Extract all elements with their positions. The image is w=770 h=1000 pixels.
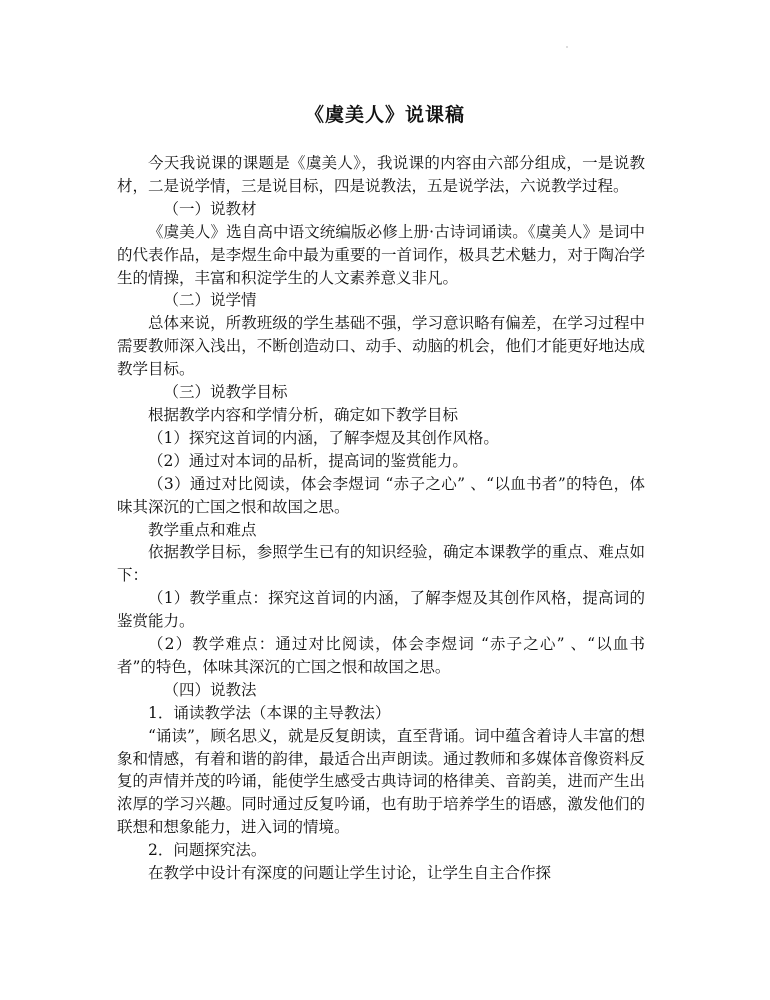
scan-speck	[566, 46, 568, 48]
body-paragraph: 根据教学内容和学情分析，确定如下教学目标	[148, 405, 459, 424]
body-paragraph: （1）探究这首词的内涵，了解李煜及其创作风格。	[148, 428, 499, 447]
body-paragraph: （一）说教材	[163, 199, 257, 218]
body-paragraph: 在教学中设计有深度的问题让学生讨论，让学生自主合作探	[148, 864, 552, 883]
body-paragraph: 1．诵读教学法（本课的主导教法）	[148, 703, 391, 722]
body-paragraph: （3）通过对比阅读，体会李煜词 “赤子之心” 、“以血书者”的特色，体味其深沉的亡国之恨和故国之思。	[117, 474, 645, 516]
body-paragraph: 2．问题探究法。	[148, 841, 267, 860]
document-body	[117, 152, 645, 885]
body-paragraph: “诵读”，顾名思义，就是反复朗读，直至背诵。词中蕴含着诗人丰富的想象和情感，有着和谐的韵律，最适合出声朗读。通过教师和多媒体音像资料反复的声情并茂的吟诵，能使学生感受古典诗词的格律美、音韵美，进而产生出浓厚的学习兴趣。同时通过反复吟诵，也有助于培养学生的语感，激发他们的联想和想象能力，进入词的情境。	[117, 726, 645, 837]
body-paragraph: 今天我说课的课题是《虞美人》，我说课的内容由六部分组成，一是说教材，二是说学情，三是说目标，四是说教法，五是说学法，六说教学过程。	[117, 154, 645, 195]
document-title: 《虞美人》说课稿	[304, 104, 465, 126]
body-paragraph: 依据教学目标，参照学生已有的知识经验，确定本课教学的重点、难点如下：	[117, 543, 645, 585]
body-paragraph: （2）通过对本词的品析，提高词的鉴赏能力。	[148, 451, 468, 470]
body-paragraph: （四）说教法	[163, 680, 257, 699]
body-paragraph: （二）说学情	[163, 291, 257, 310]
body-paragraph: 教学重点和难点	[148, 520, 257, 539]
body-paragraph: （2）教学难点：通过对比阅读，体会李煜词 “赤子之心” 、“以血书者”的特色，体味其深沉的亡国之恨和故国之思。	[117, 635, 645, 676]
body-paragraph: 《虞美人》选自高中语文统编版必修上册·古诗词诵读。《虞美人》是词中的代表作品，是李煜生命中最为重要的一首词作，极具艺术魅力，对于陶冶学生的情操，丰富和积淀学生的人文素养意义非凡。	[117, 222, 645, 287]
body-paragraph: 总体来说，所教班级的学生基础不强，学习意识略有偏差，在学习过程中需要教师深入浅出，不断创造动口、动手、动脑的机会，他们才能更好地达成教学目标。	[117, 314, 645, 379]
body-paragraph: （1）教学重点：探究这首词的内涵，了解李煜及其创作风格，提高词的鉴赏能力。	[117, 589, 645, 631]
body-paragraph: （三）说教学目标	[163, 383, 288, 402]
